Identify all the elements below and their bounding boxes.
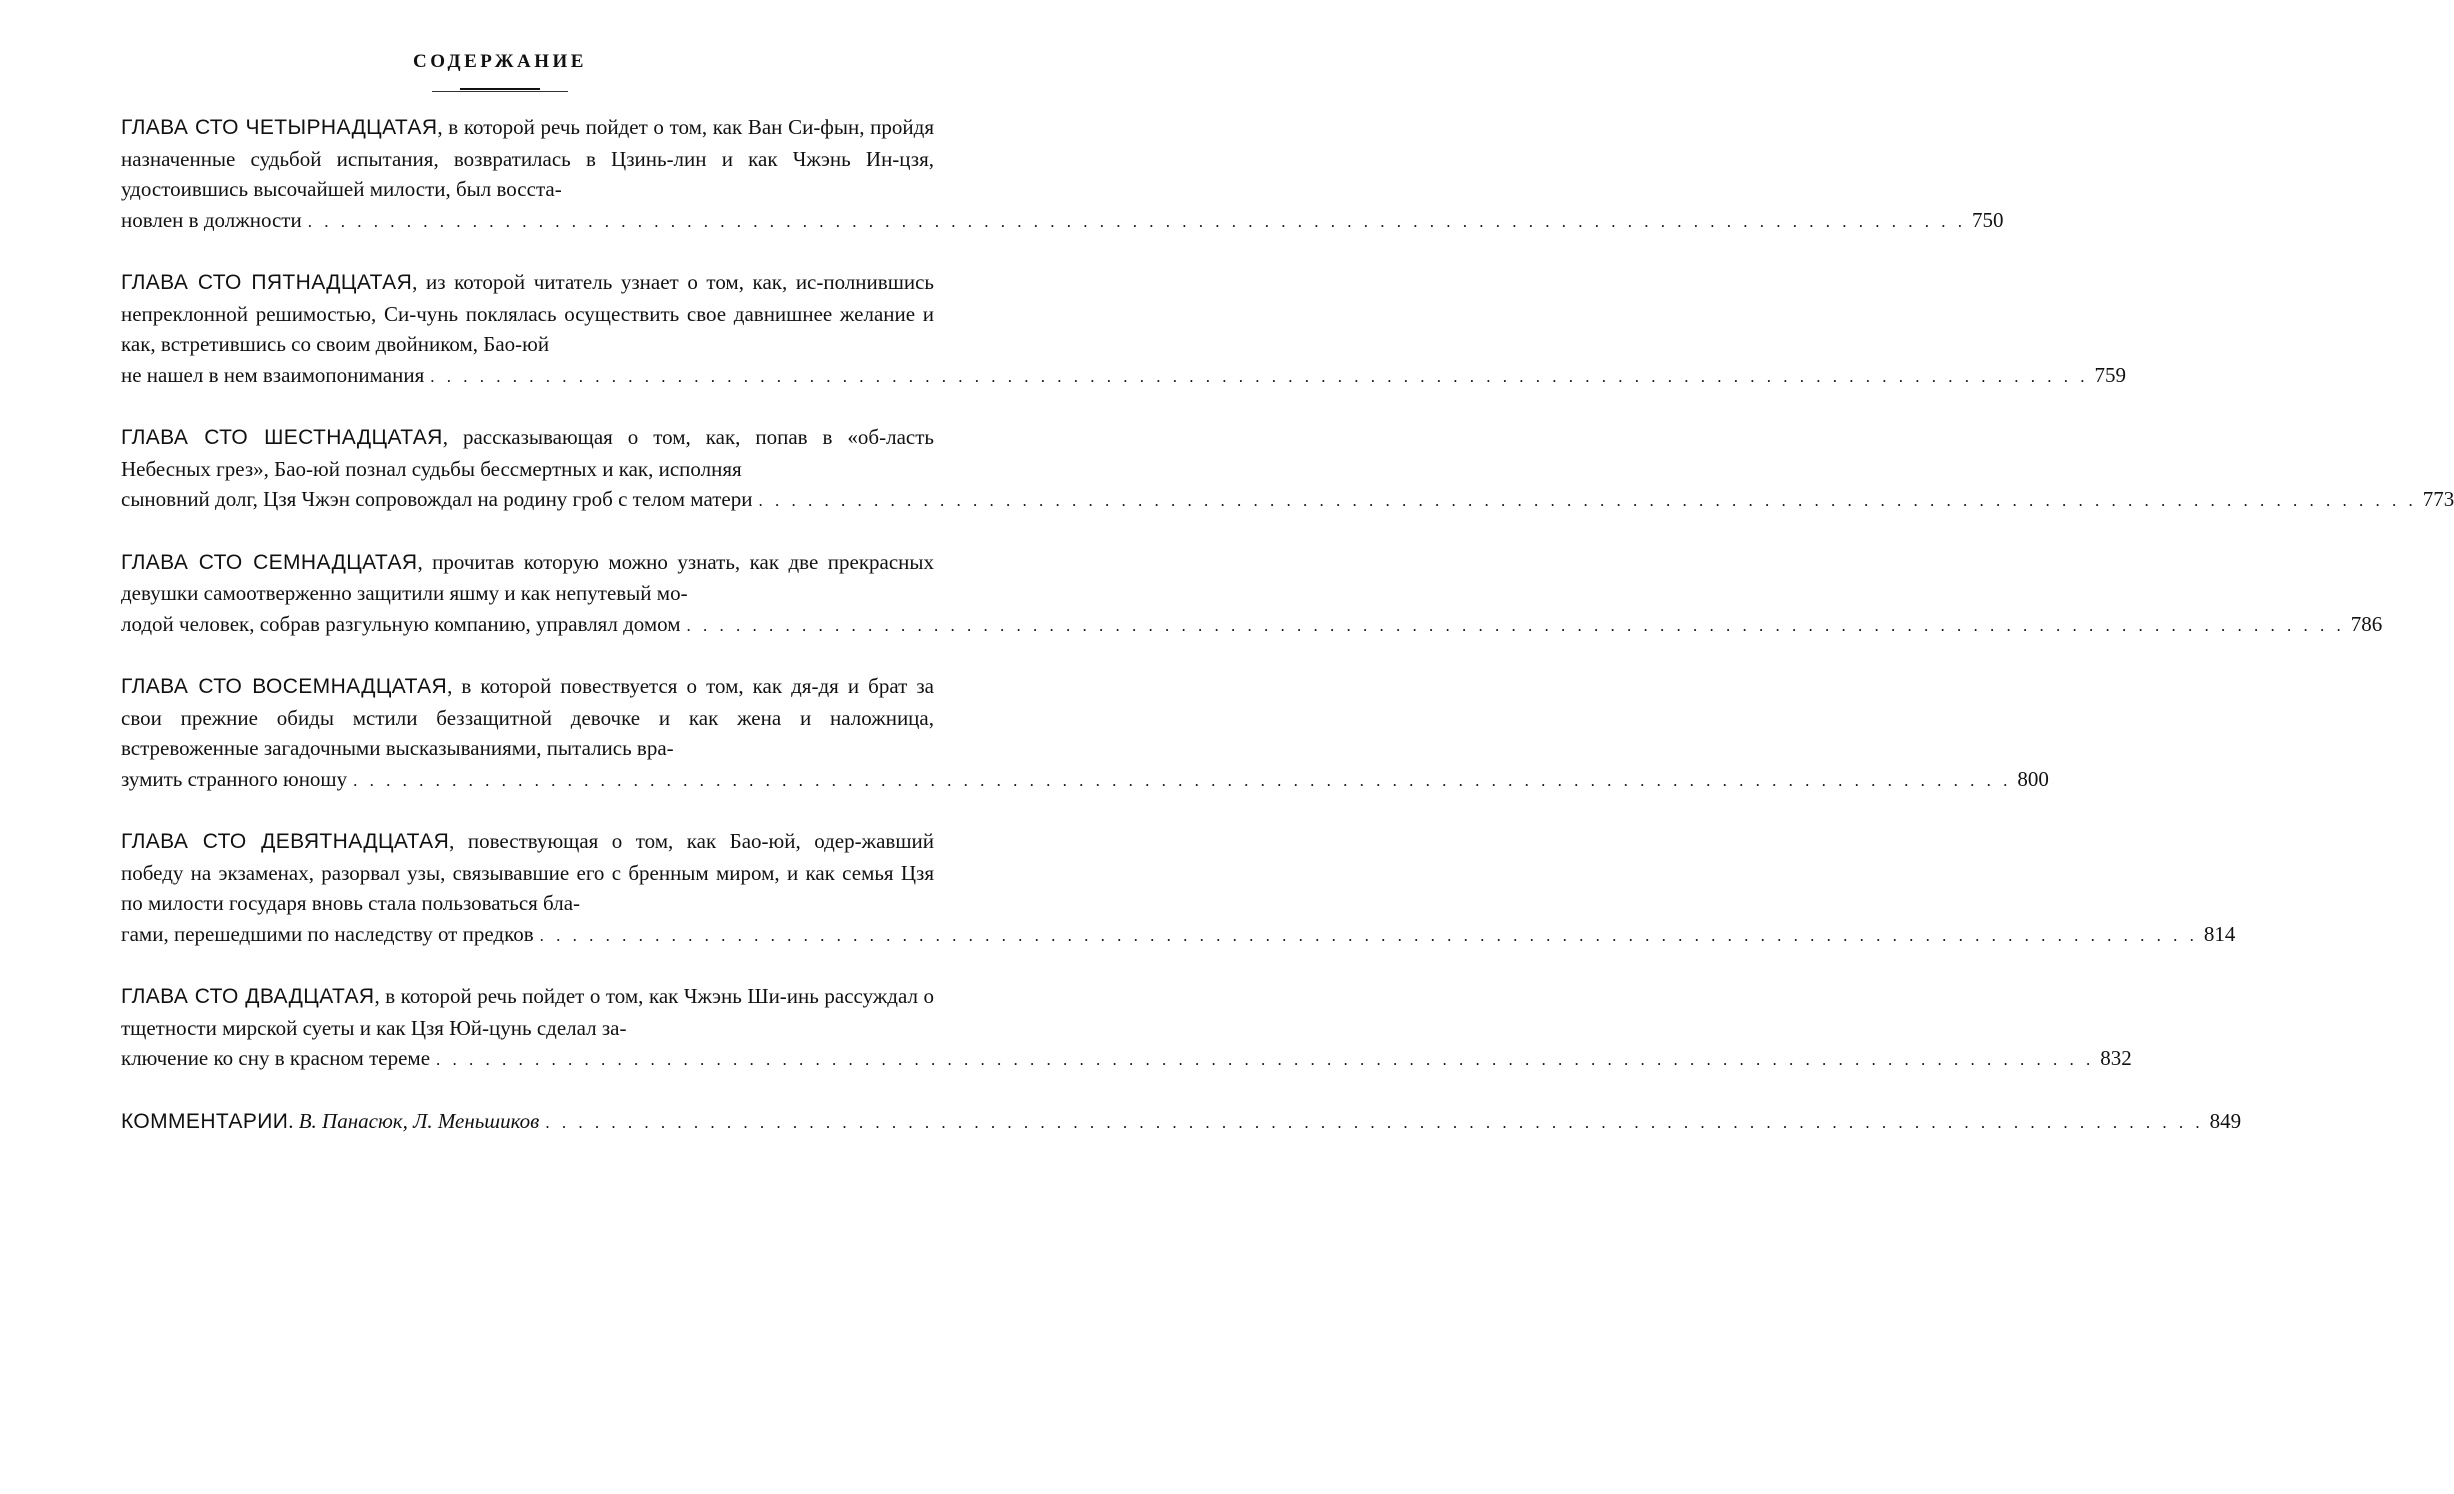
page-number: 814 — [2203, 921, 2236, 946]
commentary-title: КОММЕНТАРИИ — [121, 1109, 289, 1133]
entry-last-line — [121, 764, 2049, 797]
dot-leader: . . . . . . . . . . . . . . . . . . . . . . . . . . . . . . . . . . . . . . . . . . . . . . . . . . . . . . . . . . . . . . . . . . . . . . . . . . . . . . . . . . . . . . . . . . . . . . . . . . . . . — [686, 615, 2345, 635]
entry-text — [121, 112, 934, 205]
chapter-description-end: зумить странного юношу — [121, 766, 348, 791]
chapter-description-end: новлен в должности — [121, 207, 302, 232]
commentary-separator: . — [288, 1108, 294, 1133]
page-number: 800 — [2017, 766, 2049, 791]
chapter-description: , в которой повествуется о том, как дя-дя и брат за свои прежние обиды мстили беззащитной девочке и как жена и наложница, встревоженные загадочными высказываниями, пытались вра- — [121, 674, 934, 760]
entry-text — [121, 267, 934, 360]
dot-leader: . . . . . . . . . . . . . . . . . . . . . . . . . . . . . . . . . . . . . . . . . . . . . . . . . . . . . . . . . . . . . . . . . . . . . . . . . . . . . . . . . . . . . . . . . . . . . . . . . . . . . — [353, 770, 2012, 790]
entry-text — [121, 422, 934, 484]
toc-entry-114[interactable] — [121, 112, 2004, 237]
commentary-authors: В. Панасюк, Л. Меньшиков — [298, 1108, 540, 1133]
entry-last-line — [121, 919, 2236, 952]
commentary-line — [121, 1106, 539, 1138]
toc-entry-116[interactable] — [121, 422, 2454, 517]
chapter-description: , из которой читатель узнает о том, как, ис-полнившись непреклонной решимостью, Си-чунь поклялась осуществить свое давнишнее желание и как, встретившись со своим двойником, Бао-юй — [121, 270, 935, 356]
heading-rule-thin — [432, 91, 568, 92]
chapter-title: ГЛАВА СТО ЧЕТЫРНАДЦАТАЯ — [121, 116, 438, 139]
entry-last-line — [121, 1106, 2242, 1139]
chapter-description: , повествующая о том, как Бао-юй, одер-жавший победу на экзаменах, разорвал узы, связывавшие его с бренным миром, и как семья Цзя по милости государя вновь стала пользоваться бла- — [121, 829, 934, 915]
entry-last-line — [121, 360, 2126, 393]
toc-entry-117[interactable] — [121, 547, 2383, 642]
chapter-description-end: не нашел в нем взаимопонимания — [121, 362, 425, 387]
toc-entry-115[interactable] — [121, 267, 2126, 392]
chapter-title: ГЛАВА СТО ДВАДЦАТАЯ — [121, 985, 375, 1008]
dot-leader: . . . . . . . . . . . . . . . . . . . . . . . . . . . . . . . . . . . . . . . . . . . . . . . . . . . . . . . . . . . . . . . . . . . . . . . . . . . . . . . . . . . . . . . . . . . . . . . . . . . . . — [545, 1112, 2204, 1132]
dot-leader: . . . . . . . . . . . . . . . . . . . . . . . . . . . . . . . . . . . . . . . . . . . . . . . . . . . . . . . . . . . . . . . . . . . . . . . . . . . . . . . . . . . . . . . . . . . . . . . . . . . . . — [430, 366, 2089, 386]
chapter-description-end: сыновний долг, Цзя Чжэн сопровождал на родину гроб с телом матери — [121, 487, 753, 511]
toc-entry-118[interactable] — [121, 671, 2049, 796]
toc-entry-commentary[interactable] — [121, 1106, 2242, 1139]
page-number: 786 — [2350, 611, 2383, 636]
toc-heading: СОДЕРЖАНИЕ — [413, 51, 587, 72]
chapter-description-end: лодой человек, собрав разгульную компанию, управлял домом — [121, 611, 681, 636]
toc-entry-120[interactable] — [121, 981, 2132, 1076]
chapter-title: ГЛАВА СТО СЕМНАДЦАТАЯ — [121, 550, 418, 574]
chapter-description: , рассказывающая о том, как, попав в «об-ласть Небесных грез», Бао-юй познал судьбы бессмертных и как, исполняя — [121, 425, 934, 481]
entry-last-line — [121, 205, 2004, 238]
page-number: 750 — [1971, 207, 2004, 232]
page-number: 773 — [2422, 487, 2454, 511]
heading-rule — [460, 88, 540, 90]
page-number: 832 — [2100, 1046, 2132, 1070]
entry-text — [121, 981, 934, 1043]
entry-last-line — [121, 484, 2454, 517]
page-number: 759 — [2094, 362, 2126, 387]
entry-text — [121, 547, 934, 609]
entry-text — [121, 826, 934, 919]
dot-leader: . . . . . . . . . . . . . . . . . . . . . . . . . . . . . . . . . . . . . . . . . . . . . . . . . . . . . . . . . . . . . . . . . . . . . . . . . . . . . . . . . . . . . . . . . . . . . . . . . . . . . — [758, 491, 2417, 510]
chapter-description: , прочитав которую можно узнать, как две прекрасных девушки самоотверженно защитили яшму и как непутевый мо- — [121, 549, 935, 605]
toc-list — [121, 112, 2454, 1168]
entry-text — [121, 671, 934, 764]
page-number: 849 — [2209, 1108, 2242, 1133]
entry-last-line — [121, 609, 2383, 642]
chapter-title: ГЛАВА СТО ШЕСТНАДЦАТАЯ — [121, 426, 443, 449]
chapter-title: ГЛАВА СТО ДЕВЯТНАДЦАТАЯ — [121, 830, 450, 853]
entry-last-line — [121, 1043, 2132, 1076]
toc-entry-119[interactable] — [121, 826, 2236, 951]
dot-leader: . . . . . . . . . . . . . . . . . . . . . . . . . . . . . . . . . . . . . . . . . . . . . . . . . . . . . . . . . . . . . . . . . . . . . . . . . . . . . . . . . . . . . . . . . . . . . . . . . . . . . — [539, 925, 2198, 945]
chapter-description: , в которой речь пойдет о том, как Ван Си-фын, пройдя назначенные судьбой испытания, возвратилась в Цзинь-лин и как Чжэнь Ин-цзя, удостоившись высочайшей милости, был восста- — [121, 115, 934, 201]
dot-leader: . . . . . . . . . . . . . . . . . . . . . . . . . . . . . . . . . . . . . . . . . . . . . . . . . . . . . . . . . . . . . . . . . . . . . . . . . . . . . . . . . . . . . . . . . . . . . . . . . . . . . — [307, 211, 1966, 231]
chapter-description: , в которой речь пойдет о том, как Чжэнь Ши-инь рассуждал о тщетности мирской суеты и как Цзя Юй-цунь сделал за- — [121, 984, 934, 1040]
chapter-description-end: ключение ко сну в красном тереме — [121, 1046, 431, 1070]
chapter-description-end: гами, перешедшими по наследству от предков — [121, 921, 534, 946]
chapter-title: ГЛАВА СТО ПЯТНАДЦАТАЯ — [121, 271, 413, 294]
chapter-title: ГЛАВА СТО ВОСЕМНАДЦАТАЯ — [121, 675, 448, 698]
dot-leader: . . . . . . . . . . . . . . . . . . . . . . . . . . . . . . . . . . . . . . . . . . . . . . . . . . . . . . . . . . . . . . . . . . . . . . . . . . . . . . . . . . . . . . . . . . . . . . . . . . . . . — [436, 1050, 2095, 1069]
